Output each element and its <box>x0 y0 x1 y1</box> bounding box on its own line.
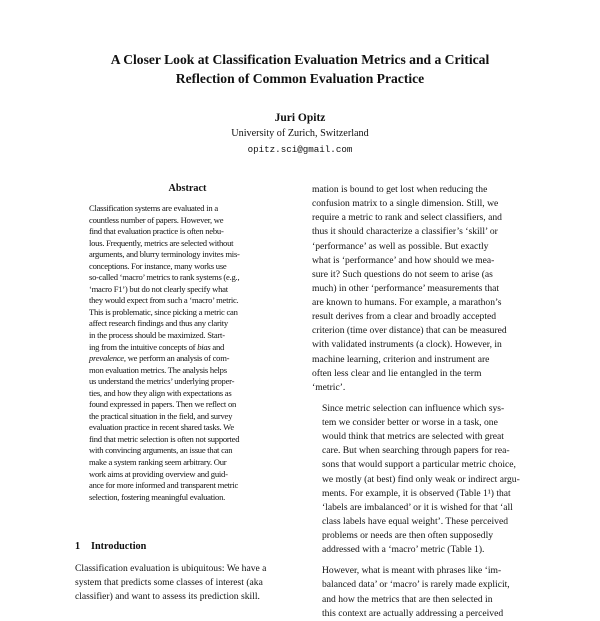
text-line: class labels have equal weight’. These perceived <box>322 515 509 527</box>
text-line: sure it? Such questions do not seem to arise (as <box>312 268 493 280</box>
text-line: arguments, and blurry terminology invites mis- <box>89 249 240 260</box>
text-line: make a system ranking seem arbitrary. Our <box>89 457 227 468</box>
text-line: us understand the metrics’ underlying proper- <box>89 376 235 387</box>
text-line: evaluation practice in recent shared tasks. We <box>89 422 234 433</box>
text-line: much) in other ‘performance’ measurements that <box>312 282 500 294</box>
emphasis-prevalence: prevalence <box>89 353 124 364</box>
text-line: However, what is meant with phrases like ‘im- <box>322 565 502 577</box>
text-line: conceptions. For instance, many works use <box>89 260 227 271</box>
text-line: prevalence, we perform an analysis of com- <box>89 353 230 364</box>
section-number: 1 <box>75 541 81 552</box>
author-name: Juri Opitz <box>274 112 326 124</box>
text-line: they would expect from such a ‘macro’ metric. <box>89 295 239 306</box>
author-email: opitz.sci@gmail.com <box>247 144 353 155</box>
paragraph-1 <box>312 183 530 395</box>
text-line: this context are actually addressing a perceived <box>322 607 504 619</box>
paragraph-2 <box>312 402 530 557</box>
text-line: mation is bound to get lost when reducing the <box>312 184 488 195</box>
text-line: thus it should characterize a classifier’s ‘skill’ or <box>312 226 498 238</box>
text-line: mon evaluation metrics. The analysis helps <box>89 364 227 375</box>
text-line: are known to humans. For example, a marathon’s <box>312 297 502 308</box>
text-line: lous. Frequently, metrics are selected without <box>89 237 234 248</box>
text-line: with convincing arguments, an issue that can <box>89 445 233 456</box>
text-line: Since metric selection can influence which sys- <box>322 402 505 414</box>
text-line: problems or needs are then often supposedly <box>322 530 494 541</box>
text-line: system that predicts some classes of interest (aka <box>75 577 263 589</box>
text-line: machine learning, criterion and instrument are <box>312 353 490 365</box>
text-line: found expressed in papers. Then we reflect on <box>89 399 237 410</box>
text-line: find that metric selection is often not supported <box>89 433 240 444</box>
text-line: often less clear and lie entangled in the term <box>312 367 482 379</box>
text-line: the practical situation in the field, and survey <box>89 410 233 421</box>
text-line: ‘performance’ as well as possible. But exactly <box>312 240 489 252</box>
author-affiliation: University of Zurich, Switzerland <box>231 128 369 139</box>
text-line: ance for more informed and transparent metric <box>89 480 239 491</box>
text-line: classifier) and want to assess its prediction skill. <box>75 591 260 603</box>
paragraph-3 <box>312 564 530 621</box>
text-line: addressed with a ‘macro’ metric (Table 1). <box>322 544 485 556</box>
text-line: result derives from a clear and broadly accepted <box>312 311 497 323</box>
text-line: selection, fostering meaningful evaluation. <box>89 491 226 502</box>
text-line: and how the metrics that are then selected in <box>322 593 493 605</box>
text-line: ‘labels are imbalanced’ or it is wished for that ‘all <box>322 501 513 513</box>
text-line: sons that would support a particular metric choice, <box>322 459 516 471</box>
text-line: care. But when searching through papers for rea- <box>322 445 510 457</box>
text-line: balanced data’ or ‘macro’ is rarely made explicit, <box>322 579 510 591</box>
text-line: countless number of papers. However, we <box>89 214 224 225</box>
emphasis-bias: bias <box>197 341 211 352</box>
text-line: ties, and how they align with expectations as <box>89 387 232 398</box>
text-line: This is problematic, since picking a metric can <box>89 306 238 317</box>
text-line: ‘metric’. <box>312 381 346 393</box>
text-line: would think that metrics are selected with great <box>322 431 504 443</box>
section-title: Introduction <box>91 541 147 552</box>
right-column <box>312 183 530 621</box>
text-line: ing from the intuitive concepts of bias and <box>89 341 225 352</box>
paper-title <box>60 50 540 88</box>
abstract-heading: Abstract <box>168 183 207 194</box>
section-heading-introduction <box>75 540 305 553</box>
text-line: criterion (time over distance) that can be measured <box>312 325 507 337</box>
text-line: ments. For example, it is observed (Table 1¹) that <box>322 487 511 499</box>
title-line-2: Reflection of Common Evaluation Practice <box>175 71 425 86</box>
text-line: work aims at providing overview and guid- <box>89 468 228 479</box>
text-line: what is ‘performance’ and how should we mea- <box>312 254 495 266</box>
text-line: we mostly (at best) find only weak or indirect argu- <box>322 473 520 485</box>
title-line-1: A Closer Look at Classification Evaluation Metrics and a Critical <box>110 52 490 67</box>
text-line: Classification evaluation is ubiquitous: We have a <box>75 563 267 574</box>
text-line: find that evaluation practice is often nebu- <box>89 226 224 237</box>
text-line: with validated instruments (a clock). However, in <box>312 339 502 351</box>
text-line: confusion matrix to a single dimension. Still, we <box>312 198 499 210</box>
text-line: so-called ‘macro’ metrics to rank systems (e.g., <box>89 272 240 283</box>
abstract-body <box>89 203 276 503</box>
text-line: tem we consider better or worse in a task, one <box>322 417 498 428</box>
text-line: affect research findings and thus any clarity <box>89 318 228 329</box>
text-line: Classification systems are evaluated in a <box>89 203 218 213</box>
introduction-body <box>75 562 293 604</box>
text-line: in the process should be maximized. Start- <box>89 330 225 341</box>
text-line: require a metric to rank and select classifiers, and <box>312 212 502 224</box>
text-line: ‘macro F1’) but do not clearly specify what <box>89 283 228 294</box>
